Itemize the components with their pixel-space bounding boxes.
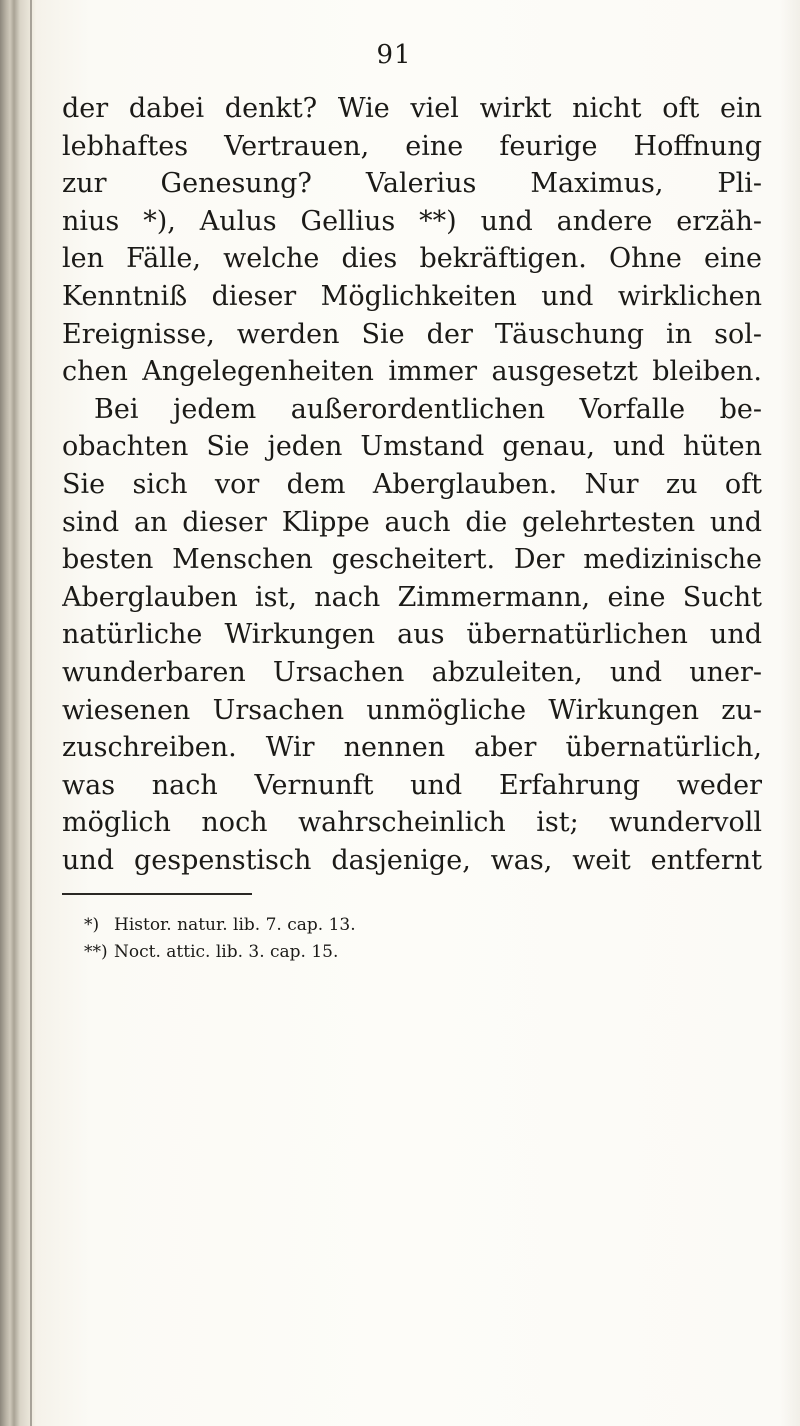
text-line: obachten Sie jeden Umstand genau, und hüten xyxy=(62,431,762,463)
body-text xyxy=(62,90,762,879)
text-line: sind an dieser Klippe auch die gelehrtesten und xyxy=(62,506,762,538)
footnote-marker: *) xyxy=(84,915,100,935)
page-number: 91 xyxy=(376,40,412,70)
text-line: natürliche Wirkungen aus übernatürlichen und xyxy=(62,619,762,651)
text-line: was nach Vernunft und Erfahrung weder xyxy=(62,769,762,801)
footnote-marker: **) xyxy=(84,942,108,962)
footnote-item xyxy=(84,912,684,939)
text-line: Ereignisse, werden Sie der Täuschung in sol- xyxy=(62,318,762,350)
text-line: der dabei denkt? Wie viel wirkt nicht oft ein xyxy=(62,93,762,124)
footnote-text: Histor. natur. lib. 7. cap. 13. xyxy=(114,915,356,935)
text-line: len Fälle, welche dies bekräftigen. Ohne eine xyxy=(62,243,762,275)
footnote-text: Noct. attic. lib. 3. cap. 15. xyxy=(114,942,339,962)
footnotes xyxy=(84,912,684,966)
text-line: lebhaftes Vertrauen, eine feurige Hoffnung xyxy=(62,130,762,162)
text-line: zuschreiben. Wir nennen aber übernatürlich, xyxy=(62,732,762,764)
text-line: nius *), Aulus Gellius **) und andere erzäh- xyxy=(62,205,762,237)
binding-shadow-line xyxy=(30,0,32,1426)
text-line: möglich noch wahrscheinlich ist; wundervoll xyxy=(62,807,762,839)
paragraph-start-line: Bei jedem außerordentlichen Vorfalle be- xyxy=(94,393,762,425)
footnote-divider xyxy=(62,893,252,895)
text-line: wunderbaren Ursachen abzuleiten, und uner- xyxy=(62,656,762,688)
text-line: Kenntniß dieser Möglichkeiten und wirklichen xyxy=(62,280,762,312)
text-line: zur Genesung? Valerius Maximus, Pli- xyxy=(62,168,762,200)
text-line: Aberglauben ist, nach Zimmermann, eine Sucht xyxy=(62,581,762,613)
text-line: chen Angelegenheiten immer ausgesetzt bleiben. xyxy=(62,356,762,388)
text-line: besten Menschen gescheitert. Der medizinische xyxy=(62,544,762,576)
text-line: Sie sich vor dem Aberglauben. Nur zu oft xyxy=(62,468,762,500)
text-line: wiesenen Ursachen unmögliche Wirkungen zu- xyxy=(62,694,762,726)
text-line: und gespenstisch dasjenige, was, weit entfernt xyxy=(62,844,762,876)
footnote-item xyxy=(84,939,684,966)
